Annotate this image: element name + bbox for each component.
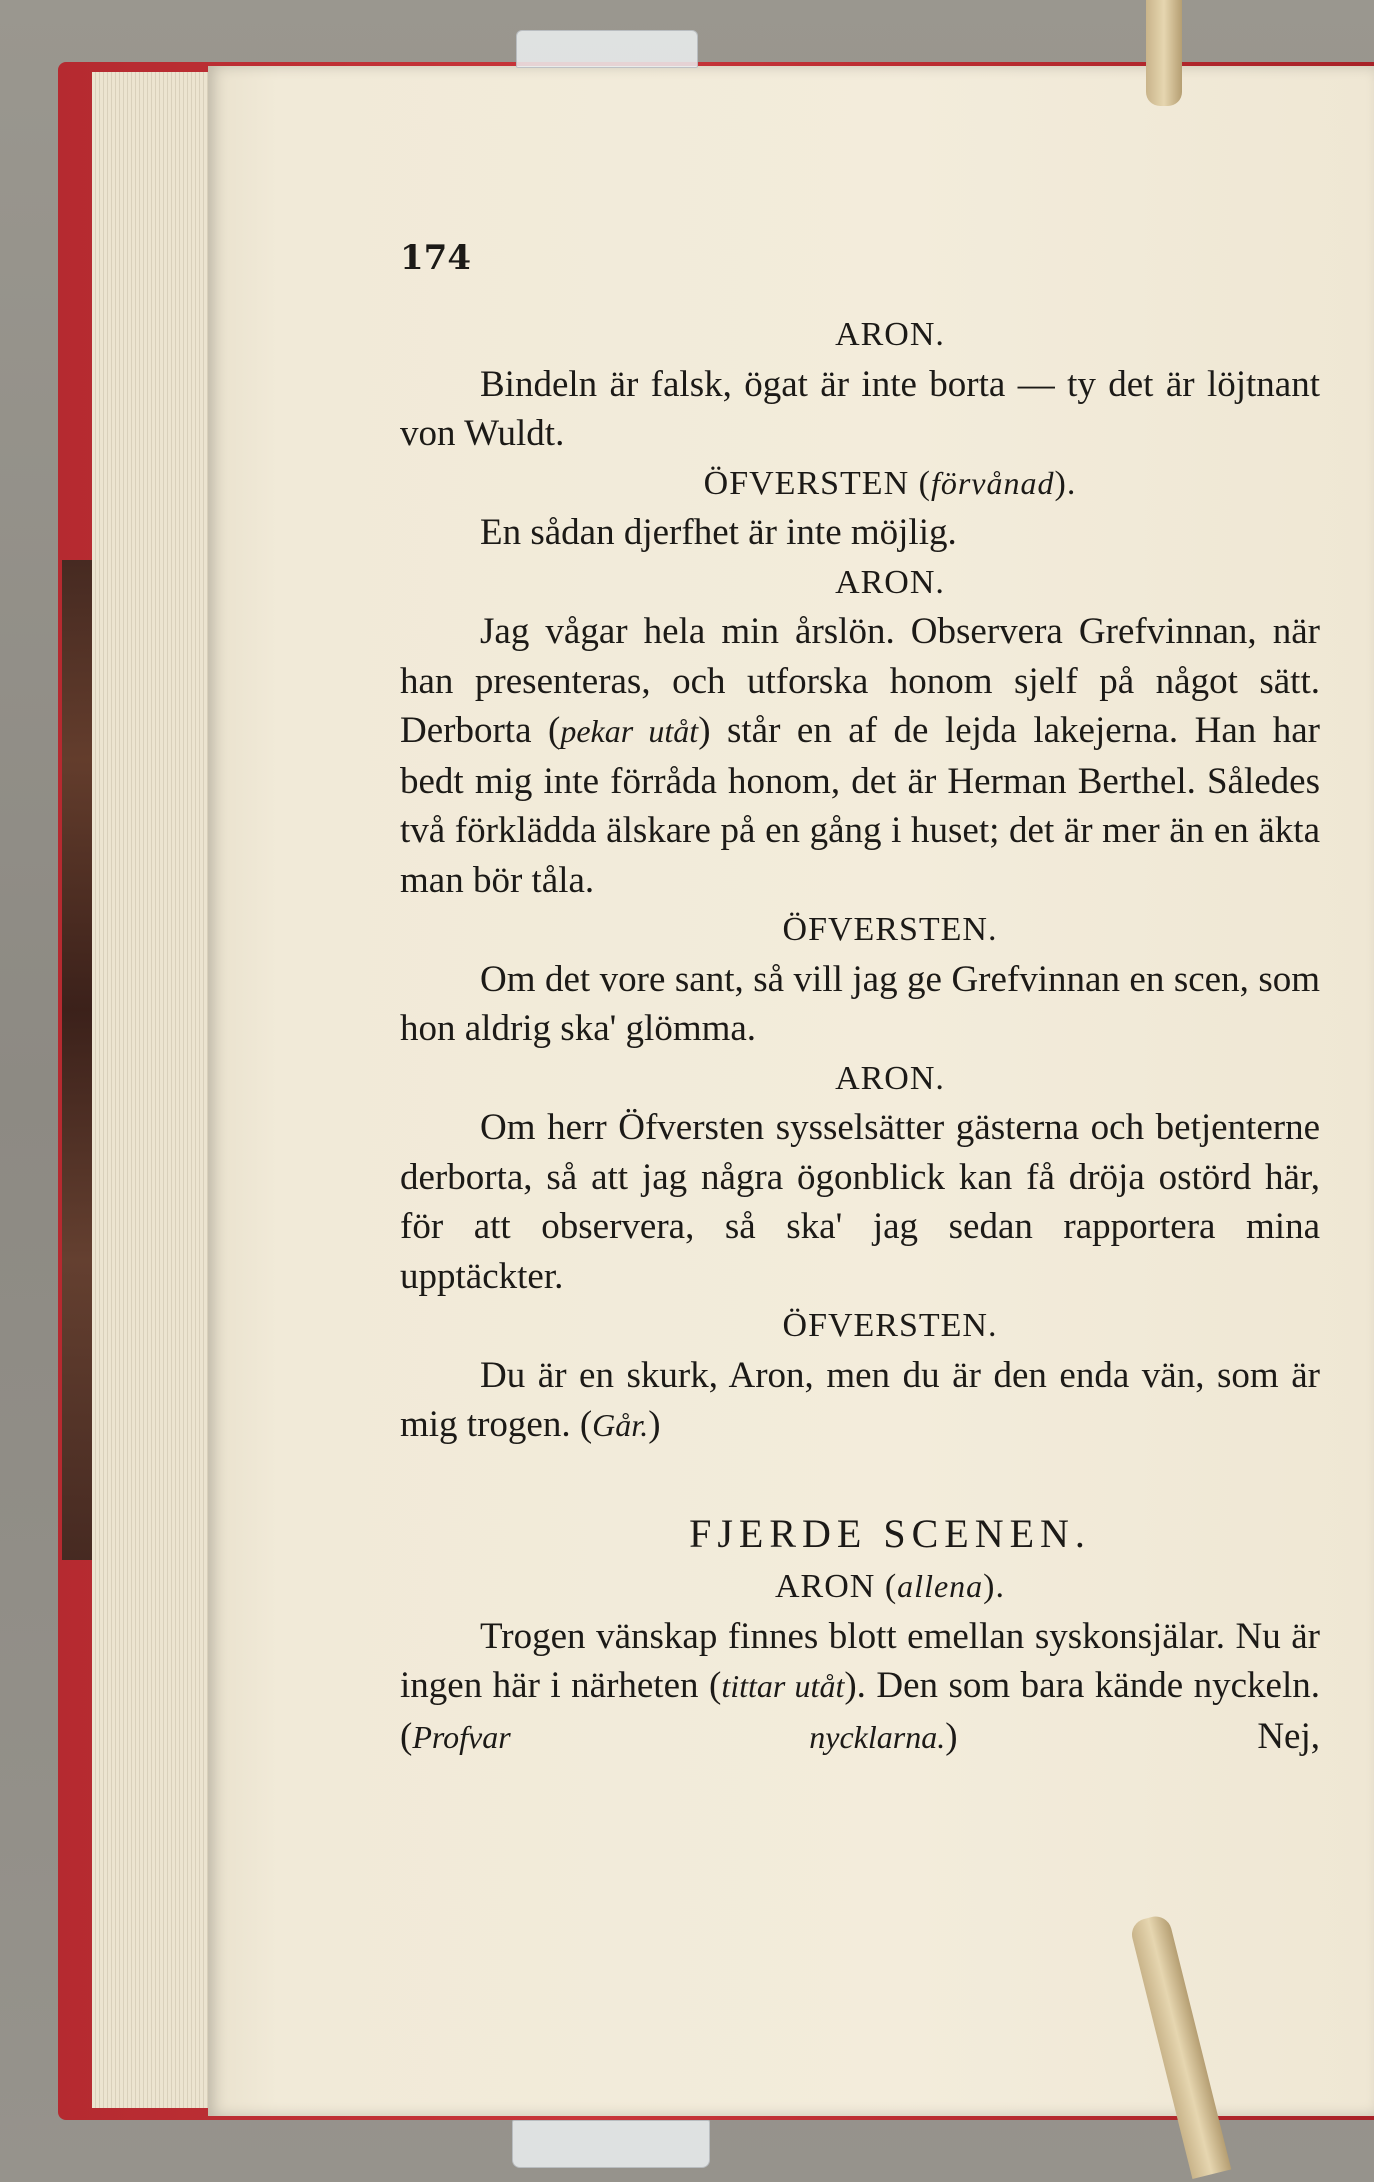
dialogue-paragraph: Du är en skurk, Aron, men du är den enda vän, som är mig trogen. (Går.)	[400, 1354, 1320, 1445]
stage-direction: tittar utåt	[721, 1668, 845, 1704]
speaker-label: ÖFVERSTEN.	[782, 911, 998, 948]
stage-direction: pekar utåt	[560, 713, 699, 749]
dialogue-text: Jag vågar hela min årslön. Observera Grefvinnan, när han presenteras, och utforska honom sjelf på något sätt. Derborta	[400, 611, 1320, 751]
speaker-label: ARON (allena).	[775, 1568, 1005, 1605]
speaker-label: ARON.	[835, 316, 945, 353]
dialogue-paragraph: En sådan djerfhet är inte möjlig.	[480, 512, 957, 553]
stage-direction: förvånad	[930, 464, 1055, 501]
stage-direction: Profvar nycklarna.	[412, 1718, 946, 1755]
dialogue-paragraph: Bindeln är falsk, ögat är inte borta — ty det är löjtnant von Wuldt.	[400, 363, 1320, 454]
speaker-label: ARON.	[835, 563, 945, 601]
page-clip-bottom	[512, 2120, 710, 2168]
book-spine-decoration	[62, 560, 96, 1560]
page-number: 174	[400, 238, 471, 278]
dialogue-paragraph: Trogen vänskap finnes blott emellan syskonsjälar. Nu är ingen här i närheten (tittar utåt). Den som bara kände nyckeln. (Profvar nycklarna.) Nej,	[400, 1615, 1320, 1757]
dialogue-paragraph: Om det vore sant, så vill jag ge Grefvinnan en scen, som hon aldrig ska' glömma.	[400, 958, 1320, 1049]
speaker-label: ÖFVERSTEN (förvånad).	[703, 464, 1077, 502]
stage-direction: Går.	[592, 1407, 649, 1443]
scene-heading: FJERDE SCENEN.	[689, 1510, 1091, 1556]
stage-direction: allena	[897, 1568, 984, 1604]
speaker-label: ARON.	[835, 1059, 945, 1097]
page-clip-top	[516, 30, 698, 68]
dialogue-text: Nej,	[1257, 1715, 1320, 1757]
page-edges	[92, 72, 212, 2108]
speaker-name: ÖFVERSTEN	[703, 464, 910, 502]
page-text	[400, 244, 1320, 1762]
dialogue-text: Den som bara kände nyckeln.	[876, 1665, 1320, 1706]
dialogue-text: Du är en skurk, Aron, men du är den enda vän, som är mig trogen.	[400, 1354, 1320, 1445]
dialogue-text: står en af de lejda lakejerna. Han har bedt mig inte förråda honom, det är Herman Berthel. Således två förklädda älskare på en gång i huset; det är mer än en äkta man bör tåla.	[400, 710, 1321, 901]
page-holder-stick-top	[1146, 0, 1182, 106]
speaker-label: ÖFVERSTEN.	[782, 1307, 998, 1344]
dialogue-paragraph: Jag vågar hela min årslön. Observera Grefvinnan, när han presenteras, och utforska honom sjelf på något sätt. Derborta (pekar utåt) står en af de lejda lakejerna. Han har bedt mig inte förråda honom, det är Herman Berthel. Således två förklädda älskare på en gång i huset; det är mer än en äkta man bör tåla.	[400, 611, 1321, 901]
dialogue-paragraph: Om herr Öfversten sysselsätter gästerna och betjenterne derborta, så att jag några ögonblick kan få dröja ostörd här, för att observera, så ska' jag sedan rapportera mina upptäckter.	[400, 1107, 1320, 1297]
speaker-name: ARON	[775, 1568, 876, 1605]
dialogue-text: Trogen vänskap finnes blott emellan syskonsjälar. Nu är ingen här i närheten	[400, 1615, 1320, 1706]
